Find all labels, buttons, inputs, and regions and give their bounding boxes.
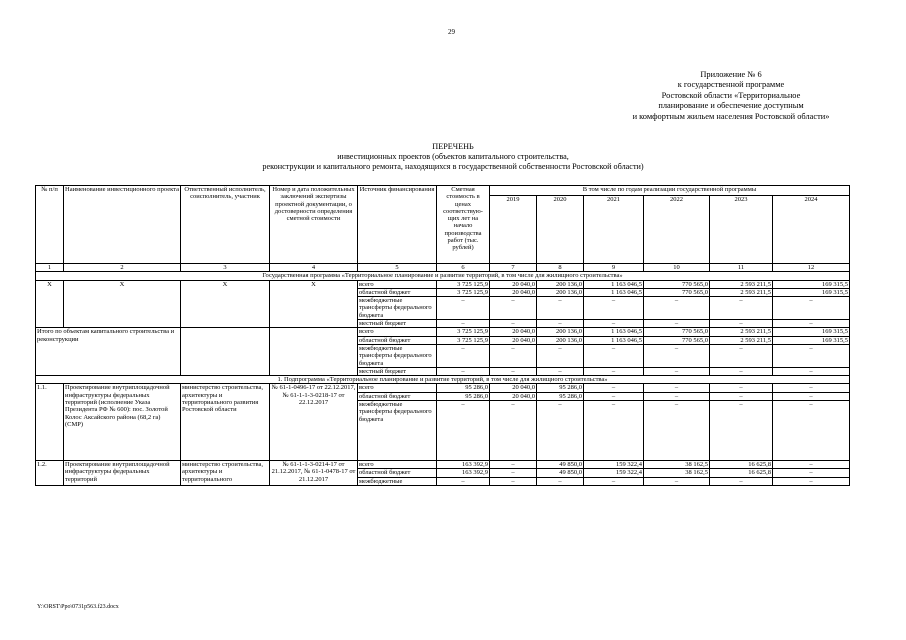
item-responsible: министерство строительства, архитектуры и территориального развития Ростовской области: [181, 384, 270, 461]
total-label: Итого по объектам капитального строительства и реконструкции: [36, 328, 181, 376]
value-cell: 1 163 046,5: [584, 288, 644, 296]
value-cell: 1 163 046,5: [584, 336, 644, 344]
value-cell: –: [710, 384, 773, 392]
col-number: 3: [181, 264, 270, 272]
value-cell: –: [437, 320, 490, 328]
col-number: 9: [584, 264, 644, 272]
value-cell: –: [490, 477, 537, 485]
value-cell: 20 040,0: [490, 328, 537, 336]
source-cell: межбюджетные трансферты федерального бюджета: [358, 297, 437, 320]
header-expertise: Номер и дата положительных заключений экспертизы проектной документации, о достоверности определения сметной стоимости: [270, 186, 358, 264]
value-cell: –: [710, 367, 773, 375]
investment-projects-table: [35, 185, 850, 486]
value-cell: 16 625,8: [710, 461, 773, 469]
value-cell: 3 725 125,9: [437, 328, 490, 336]
value-cell: 3 725 125,9: [437, 336, 490, 344]
item-name: Проектирование внутриплощадочной инфраструктуры федеральных территорий: [64, 461, 181, 486]
appendix-line: Приложение № 6: [700, 70, 762, 79]
value-cell: –: [437, 477, 490, 485]
col-number: 10: [644, 264, 710, 272]
value-cell: –: [537, 477, 584, 485]
value-cell: 169 315,5: [773, 280, 850, 288]
value-cell: –: [773, 401, 850, 461]
subprogram-title: 1. Подпрограмма «Территориальное планирование и развитие территорий, в том числе для жилищного строительства»: [36, 376, 850, 384]
value-cell: –: [710, 344, 773, 367]
item-expertise: № 61-1-1-3-0214-17 от 21.12.2017, № 61-1-0478-17 от 21.12.2017: [270, 461, 358, 486]
appendix-line: к государственной программе: [677, 80, 785, 90]
col-number: 5: [358, 264, 437, 272]
col-number: 7: [490, 264, 537, 272]
value-cell: 2 593 211,5: [710, 280, 773, 288]
value-cell: 20 040,0: [490, 288, 537, 296]
value-cell: 16 625,8: [710, 469, 773, 477]
col-number: 12: [773, 264, 850, 272]
value-cell: –: [437, 297, 490, 320]
subprogram-title-row: [36, 376, 850, 384]
header-responsible: Ответственный исполнитель, соисполнитель, участник: [181, 186, 270, 264]
source-cell: всего: [358, 280, 437, 288]
item-responsible: министерство строительства, архитектуры и территориального: [181, 461, 270, 486]
value-cell: –: [584, 344, 644, 367]
value-cell: 49 850,0: [537, 461, 584, 469]
value-cell: 2 593 211,5: [710, 336, 773, 344]
appendix-line: и комфортным жильем населения Ростовской области»: [632, 111, 830, 121]
value-cell: –: [490, 367, 537, 375]
value-cell: –: [537, 401, 584, 461]
value-cell: 163 392,9: [437, 469, 490, 477]
value-cell: –: [710, 392, 773, 400]
value-cell: 3 725 125,9: [437, 280, 490, 288]
x-mark: X: [270, 280, 358, 328]
col-number: 8: [537, 264, 584, 272]
value-cell: –: [773, 297, 850, 320]
header-year: 2023: [710, 196, 773, 264]
value-cell: 163 392,9: [437, 461, 490, 469]
source-cell: всего: [358, 461, 437, 469]
source-cell: областной бюджет: [358, 336, 437, 344]
value-cell: 169 315,5: [773, 328, 850, 336]
value-cell: –: [644, 392, 710, 400]
source-cell: межбюджетные: [358, 477, 437, 485]
source-cell: местный бюджет: [358, 320, 437, 328]
value-cell: 200 136,0: [537, 336, 584, 344]
value-cell: 38 162,5: [644, 461, 710, 469]
source-cell: местный бюджет: [358, 367, 437, 375]
document-title: [0, 142, 906, 173]
header-year: 2024: [773, 196, 850, 264]
value-cell: 1 163 046,5: [584, 328, 644, 336]
table-row: [36, 384, 850, 392]
value-cell: 20 040,0: [490, 336, 537, 344]
program-title: Государственная программа «Территориальное планирование и развитие территорий, в том числе для жилищного строительства»: [36, 272, 850, 280]
header-cost: Сметная стоимость в ценах соответствую-щих лет на начало производства работ (тыс. рублей): [437, 186, 490, 264]
value-cell: –: [584, 392, 644, 400]
table-row: [36, 461, 850, 469]
source-cell: областной бюджет: [358, 469, 437, 477]
header-years-group: В том числе по годам реализации государственной программы: [490, 186, 850, 196]
value-cell: –: [644, 297, 710, 320]
value-cell: 20 040,0: [490, 392, 537, 400]
value-cell: –: [644, 367, 710, 375]
source-cell: межбюджетные трансферты федерального бюджета: [358, 401, 437, 461]
item-number: 1.1.: [36, 384, 64, 461]
item-name: Проектирование внутриплощадочной инфраструктуры федеральных территорий (исполнение Указа Президента РФ № 600): пос. Золотой Колос Аксайского района (68,2 га) (СМР): [64, 384, 181, 461]
empty-cell: [181, 328, 270, 376]
value-cell: –: [584, 320, 644, 328]
x-mark: X: [181, 280, 270, 328]
value-cell: 200 136,0: [537, 328, 584, 336]
value-cell: –: [644, 384, 710, 392]
value-cell: 169 315,5: [773, 336, 850, 344]
value-cell: –: [644, 320, 710, 328]
value-cell: –: [490, 469, 537, 477]
value-cell: 159 322,4: [584, 469, 644, 477]
value-cell: –: [537, 344, 584, 367]
value-cell: –: [584, 297, 644, 320]
value-cell: –: [490, 320, 537, 328]
value-cell: –: [644, 477, 710, 485]
value-cell: –: [644, 344, 710, 367]
value-cell: 2 593 211,5: [710, 288, 773, 296]
value-cell: 2 593 211,5: [710, 328, 773, 336]
appendix-line: Ростовской области «Территориальное: [661, 90, 801, 100]
value-cell: 770 565,0: [644, 336, 710, 344]
value-cell: –: [584, 477, 644, 485]
appendix-note: [600, 70, 862, 122]
value-cell: –: [584, 401, 644, 461]
source-cell: межбюджетные трансферты федерального бюджета: [358, 344, 437, 367]
source-cell: всего: [358, 384, 437, 392]
value-cell: –: [437, 367, 490, 375]
header-year: 2021: [584, 196, 644, 264]
column-numbers-row: [36, 264, 850, 272]
program-title-row: [36, 272, 850, 280]
value-cell: 20 040,0: [490, 280, 537, 288]
value-cell: –: [773, 384, 850, 392]
value-cell: 169 315,5: [773, 288, 850, 296]
value-cell: –: [537, 320, 584, 328]
page-number: 29: [448, 28, 455, 36]
title-line: реконструкции и капитального ремонта, находящихся в государственной собственности Ростовской области): [262, 162, 644, 172]
header-year: 2020: [537, 196, 584, 264]
x-mark: X: [36, 280, 64, 328]
x-mark: X: [64, 280, 181, 328]
value-cell: 1 163 046,5: [584, 280, 644, 288]
col-number: 6: [437, 264, 490, 272]
col-number: 11: [710, 264, 773, 272]
appendix-line: планирование и обеспечение доступным: [658, 101, 804, 111]
value-cell: –: [490, 401, 537, 461]
value-cell: –: [773, 320, 850, 328]
value-cell: –: [710, 320, 773, 328]
item-expertise: № 61-1-0496-17 от 22.12.2017, № 61-1-1-3-0218-17 от 22.12.2017: [270, 384, 358, 461]
value-cell: –: [773, 461, 850, 469]
value-cell: –: [773, 367, 850, 375]
value-cell: –: [584, 367, 644, 375]
source-cell: всего: [358, 328, 437, 336]
value-cell: –: [710, 401, 773, 461]
value-cell: –: [710, 477, 773, 485]
col-number: 4: [270, 264, 358, 272]
value-cell: –: [490, 297, 537, 320]
value-cell: –: [437, 344, 490, 367]
value-cell: 159 322,4: [584, 461, 644, 469]
source-cell: областной бюджет: [358, 288, 437, 296]
value-cell: 200 136,0: [537, 288, 584, 296]
header-name: Наименование инвестиционного проекта: [64, 186, 181, 264]
value-cell: 38 162,5: [644, 469, 710, 477]
value-cell: 95 286,0: [537, 384, 584, 392]
file-path-footer: Y:\ORST\Ppo\0731p563.f23.docx: [37, 604, 119, 610]
col-number: 2: [64, 264, 181, 272]
value-cell: 49 850,0: [537, 469, 584, 477]
col-number: 1: [36, 264, 64, 272]
value-cell: 200 136,0: [537, 280, 584, 288]
title-heading: ПЕРЕЧЕНЬ: [432, 142, 474, 151]
value-cell: –: [490, 461, 537, 469]
value-cell: –: [773, 469, 850, 477]
header-num: № п/п: [36, 186, 64, 264]
value-cell: –: [490, 344, 537, 367]
source-cell: областной бюджет: [358, 392, 437, 400]
value-cell: 95 286,0: [537, 392, 584, 400]
value-cell: –: [437, 401, 490, 461]
value-cell: 770 565,0: [644, 288, 710, 296]
table-row: [36, 328, 850, 336]
value-cell: –: [537, 367, 584, 375]
header-source: Источник финансирования: [358, 186, 437, 264]
value-cell: 3 725 125,9: [437, 288, 490, 296]
value-cell: 770 565,0: [644, 328, 710, 336]
value-cell: 20 040,0: [490, 384, 537, 392]
empty-cell: [270, 328, 358, 376]
table-row: [36, 280, 850, 288]
value-cell: –: [584, 384, 644, 392]
value-cell: –: [710, 297, 773, 320]
value-cell: –: [773, 477, 850, 485]
value-cell: –: [773, 392, 850, 400]
item-number: 1.2.: [36, 461, 64, 486]
header-year: 2022: [644, 196, 710, 264]
value-cell: –: [773, 344, 850, 367]
value-cell: –: [537, 297, 584, 320]
header-year: 2019: [490, 196, 537, 264]
value-cell: 95 286,0: [437, 392, 490, 400]
value-cell: 770 565,0: [644, 280, 710, 288]
value-cell: –: [644, 401, 710, 461]
value-cell: 95 286,0: [437, 384, 490, 392]
title-line: инвестиционных проектов (объектов капитального строительства,: [337, 152, 569, 162]
